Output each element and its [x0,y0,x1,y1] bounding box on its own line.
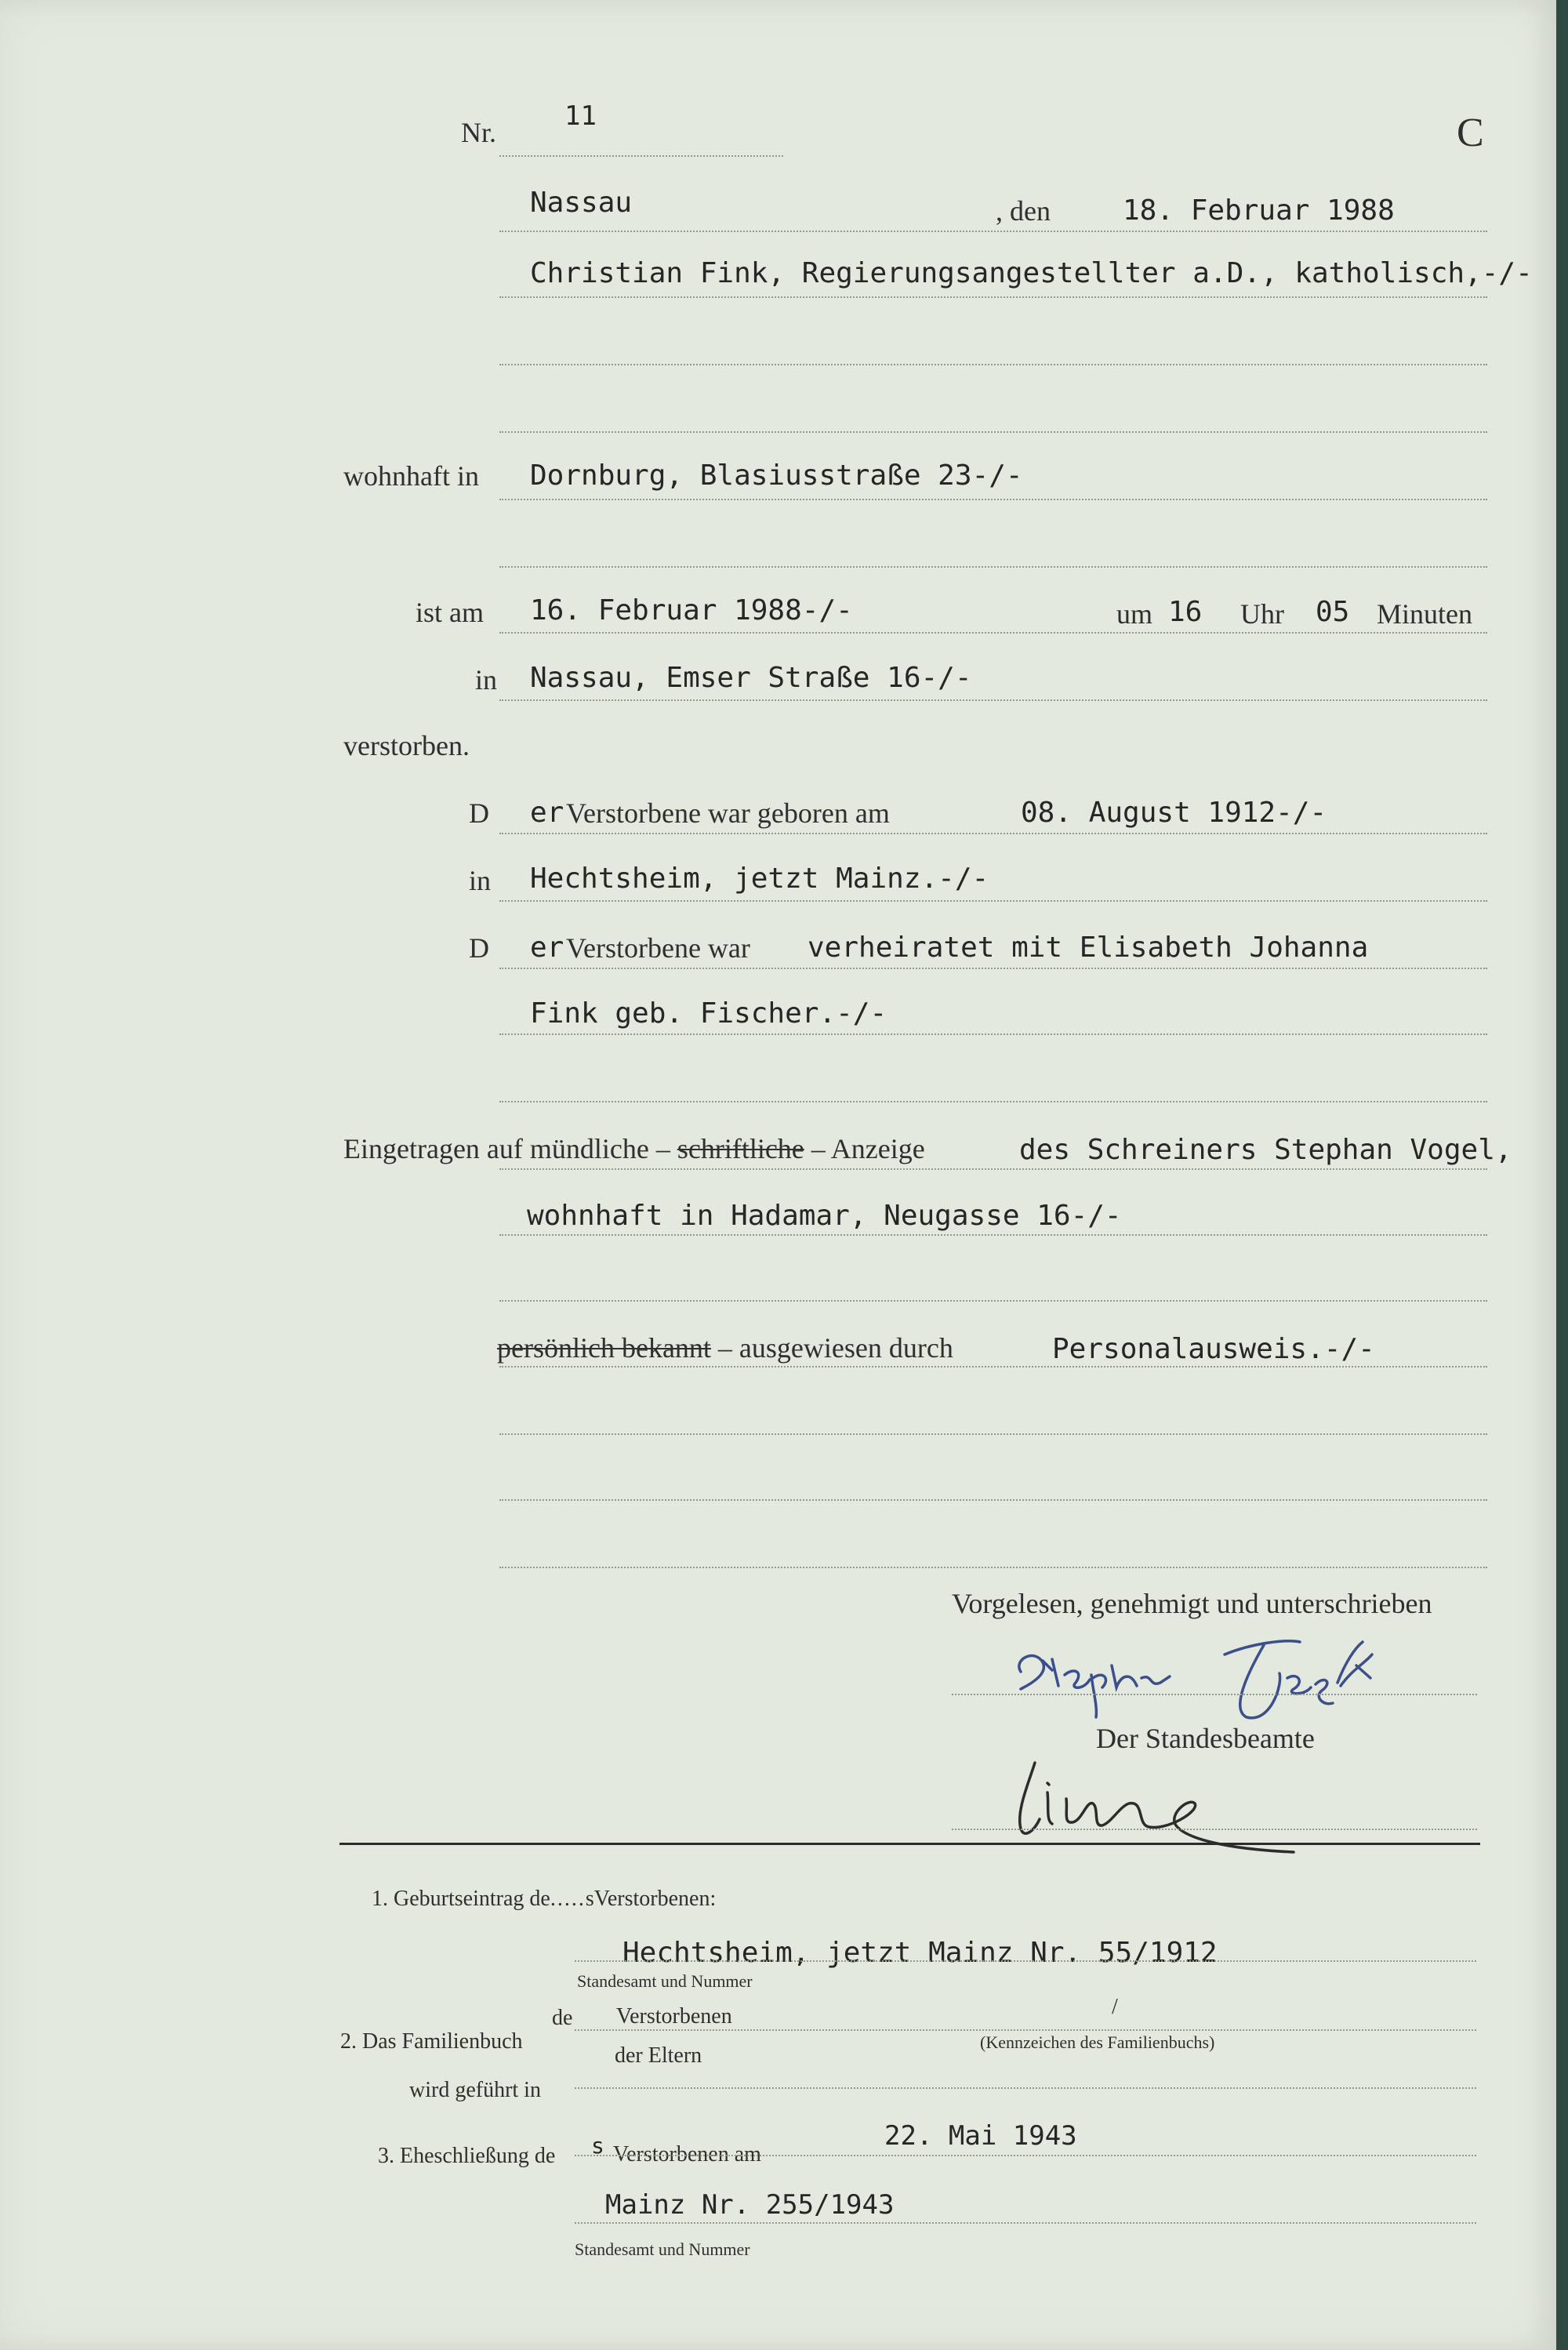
nr-value: 11 [564,100,597,132]
blank-line-4 [499,1101,1487,1102]
registrar-label: Der Standesbeamte [1096,1723,1315,1754]
date-value: 18. Februar 1988 [1123,194,1395,227]
death-place-in-label: in [475,664,498,696]
item2-wird: wird geführt in [409,2078,541,2102]
item3-suffix: Verstorbenen am [613,2142,761,2167]
marital-line-1 [499,968,1487,969]
item3-caption: Standesamt und Nummer [575,2239,750,2259]
birth-date-line [499,833,1487,834]
footer-separator [339,1843,1480,1845]
item2-label: 2. Das Familienbuch [340,2029,523,2054]
blank-line-1 [499,364,1487,365]
place-value: Nassau [530,187,633,219]
birth-place-value: Hechtsheim, jetzt Mainz.-/- [530,863,989,895]
marital-gender-suffix: er [530,932,564,964]
residence-line [499,499,1487,500]
item2-option1: Verstorbenen [616,2004,732,2029]
item2-wird-line [575,2087,1476,2089]
item2-line [575,2029,1476,2031]
item3-s: s [591,2133,604,2159]
hour-value: 16 [1168,596,1203,628]
identity-doc-value: Personalausweis.-/- [1052,1333,1375,1365]
death-place-value: Nassau, Emser Straße 16-/- [530,662,972,694]
blank-line-2 [499,431,1487,433]
identity-struck-option: persönlich bekannt [497,1332,711,1364]
item1-value: Hechtsheim, jetzt Mainz Nr. 55/1912 [622,1937,1218,1969]
verstorben-label: verstorben. [343,730,470,761]
place-date-line [499,231,1487,232]
item1-line [575,1960,1476,1962]
birth-gender-suffix: er [530,797,564,829]
item3-value-line [575,2222,1476,2224]
item3-line [575,2155,1476,2156]
informant-line-1 [499,1168,1487,1170]
death-date-label: ist am [416,597,484,628]
item3-date: 22. Mai 1943 [884,2120,1077,2152]
birth-date-value: 08. August 1912-/- [1021,797,1327,829]
informant-line-2 [499,1234,1487,1236]
registrar-signature [1011,1756,1325,1874]
marital-status-line2: Fink geb. Fischer.-/- [530,997,887,1030]
den-label: , den [996,195,1051,227]
blank-line-7 [499,1499,1487,1501]
marital-line-2 [499,1033,1487,1035]
minuten-label: Minuten [1377,598,1472,630]
registration-label: Eingetragen auf mündliche – schriftliche – Anzeige [343,1133,925,1164]
death-place-line [499,699,1487,701]
identity-line [499,1366,1487,1368]
item2-de: de [552,2006,573,2030]
informant-line1: des Schreiners Stephan Vogel, [1019,1134,1512,1166]
birth-label: Verstorbene war geboren am [566,797,890,829]
item3-value: Mainz Nr. 255/1943 [605,2189,895,2221]
blank-line-8 [499,1567,1487,1568]
category-letter: C [1457,111,1484,155]
residence-label: wohnhaft in [343,460,479,492]
item2-caption: (Kennzeichen des Familienbuchs) [980,2032,1215,2052]
item3-label: 3. Eheschließung de [378,2144,556,2168]
marital-label: Verstorbene war [566,932,750,964]
identity-label: persönlich bekannt – ausgewiesen durch [497,1332,953,1364]
um-label: um [1116,598,1153,630]
nr-label: Nr. [461,117,496,148]
item2-option2: der Eltern [615,2043,702,2068]
uhr-label: Uhr [1240,598,1284,630]
death-date-value: 16. Februar 1988-/- [530,594,853,627]
minutes-value: 05 [1316,596,1350,628]
birth-in-label: in [469,865,492,896]
registrar-signature-line [952,1829,1477,1830]
blank-line-3 [499,566,1487,568]
read-approved-label: Vorgelesen, genehmigt und unterschrieben [952,1588,1432,1619]
informant-signature [1011,1631,1403,1725]
item2-slash: / [1112,1995,1118,2019]
deceased-name-line: Christian Fink, Regierungsangestellter a.D., katholisch,-/- [530,257,1533,289]
marital-d-prefix: D [469,932,489,964]
birth-place-line [499,900,1487,902]
birth-d-prefix: D [469,797,489,829]
name-line [499,296,1487,298]
blank-line-5 [499,1300,1487,1302]
residence-value: Dornburg, Blasiusstraße 23-/- [530,459,1023,492]
nr-line [499,155,783,157]
blank-line-6 [499,1433,1487,1435]
registration-struck-option: schriftliche [677,1133,804,1164]
informant-signature-line [952,1694,1477,1695]
informant-line2: wohnhaft in Hadamar, Neugasse 16-/- [527,1200,1122,1232]
item1-caption: Standesamt und Nummer [577,1971,753,1991]
item1-label: 1. Geburtseintrag de.....sVerstorbenen: [372,1887,717,1911]
death-date-line [499,632,1487,634]
marital-status-line1: verheiratet mit Elisabeth Johanna [808,932,1369,964]
